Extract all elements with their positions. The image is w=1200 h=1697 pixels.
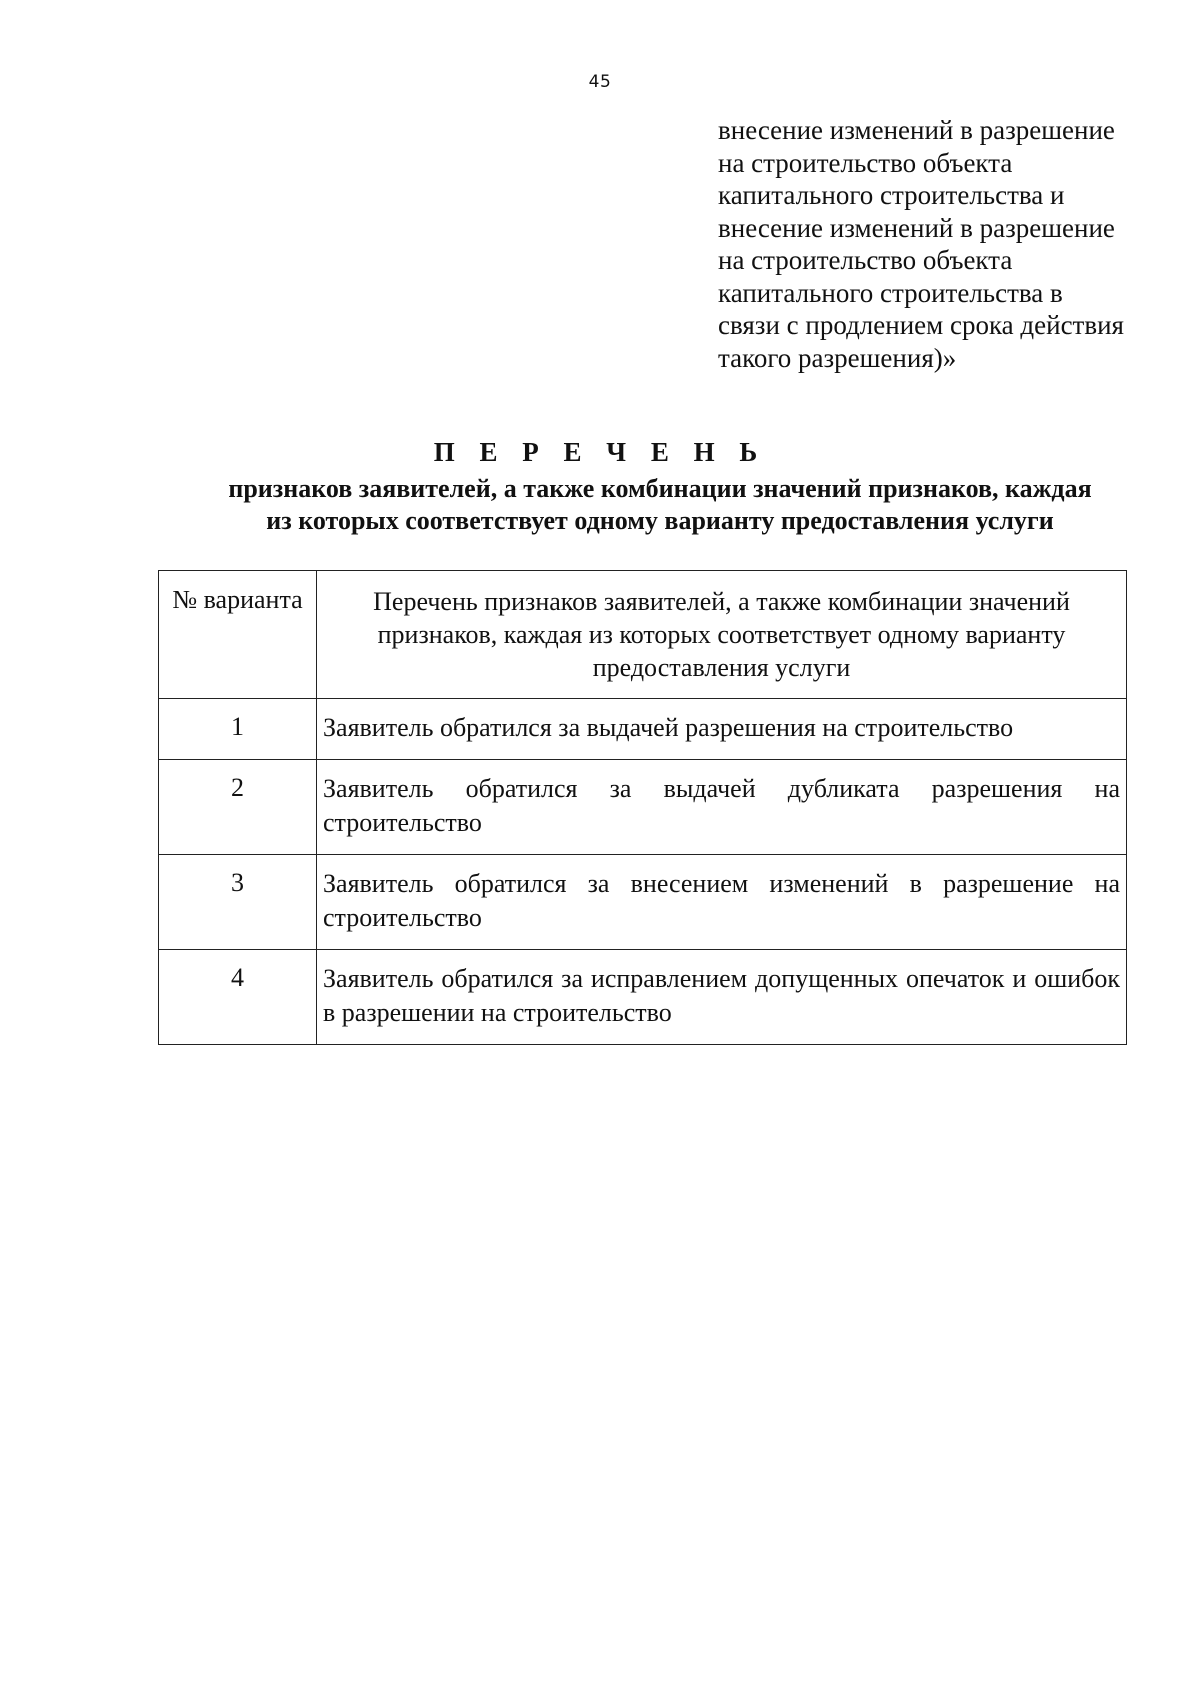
preamble-line: внесение изменений в разрешение [718, 212, 1115, 243]
variant-description: Заявитель обратился за внесением изменений в разрешение на строительство [317, 855, 1127, 950]
table-row [159, 760, 1127, 855]
table-row [159, 950, 1127, 1045]
document-heading: П Е Р Е Ч Е Н Ь [433, 437, 767, 467]
page-number: 45 [588, 72, 612, 92]
table-row [159, 699, 1127, 760]
preamble-line: связи с продлением срока действия [718, 310, 1124, 340]
subheading-line: признаков заявителей, а также комбинации значений признаков, каждая [228, 474, 1092, 503]
variant-description: Заявитель обратился за выдачей дубликата разрешения на строительство [317, 760, 1127, 855]
variant-number: 1 [159, 699, 317, 760]
preamble-line: внесение изменений в разрешение [718, 115, 1115, 145]
table-row [159, 855, 1127, 950]
variant-description: Заявитель обратился за выдачей разрешения на строительство [317, 699, 1127, 760]
variant-number: 3 [159, 855, 317, 950]
header-variant-description: Перечень признаков заявителей, а также комбинации значений признаков, каждая из которых соответствует одному варианту предоставления услуги [317, 571, 1127, 699]
preamble-line: такого разрешения)» [718, 342, 957, 373]
variant-number: 4 [159, 950, 317, 1045]
preamble-line: капитального строительства в [718, 277, 1063, 308]
preamble-line: капитального строительства и [718, 180, 1065, 210]
preamble-line: на строительство объекта [718, 147, 1013, 178]
preamble-text [718, 114, 1178, 374]
preamble-line: на строительство объекта [718, 245, 1013, 275]
subheading-line: из которых соответствует одному варианту предоставления услуги [266, 506, 1054, 535]
document-subheading [130, 473, 1190, 537]
variants-table [158, 570, 1127, 1045]
variant-number: 2 [159, 760, 317, 855]
table-header-row [159, 571, 1127, 699]
header-variant-number: № варианта [159, 571, 317, 699]
variant-description: Заявитель обратился за исправлением допущенных опечаток и ошибок в разрешении на строительство [317, 950, 1127, 1045]
